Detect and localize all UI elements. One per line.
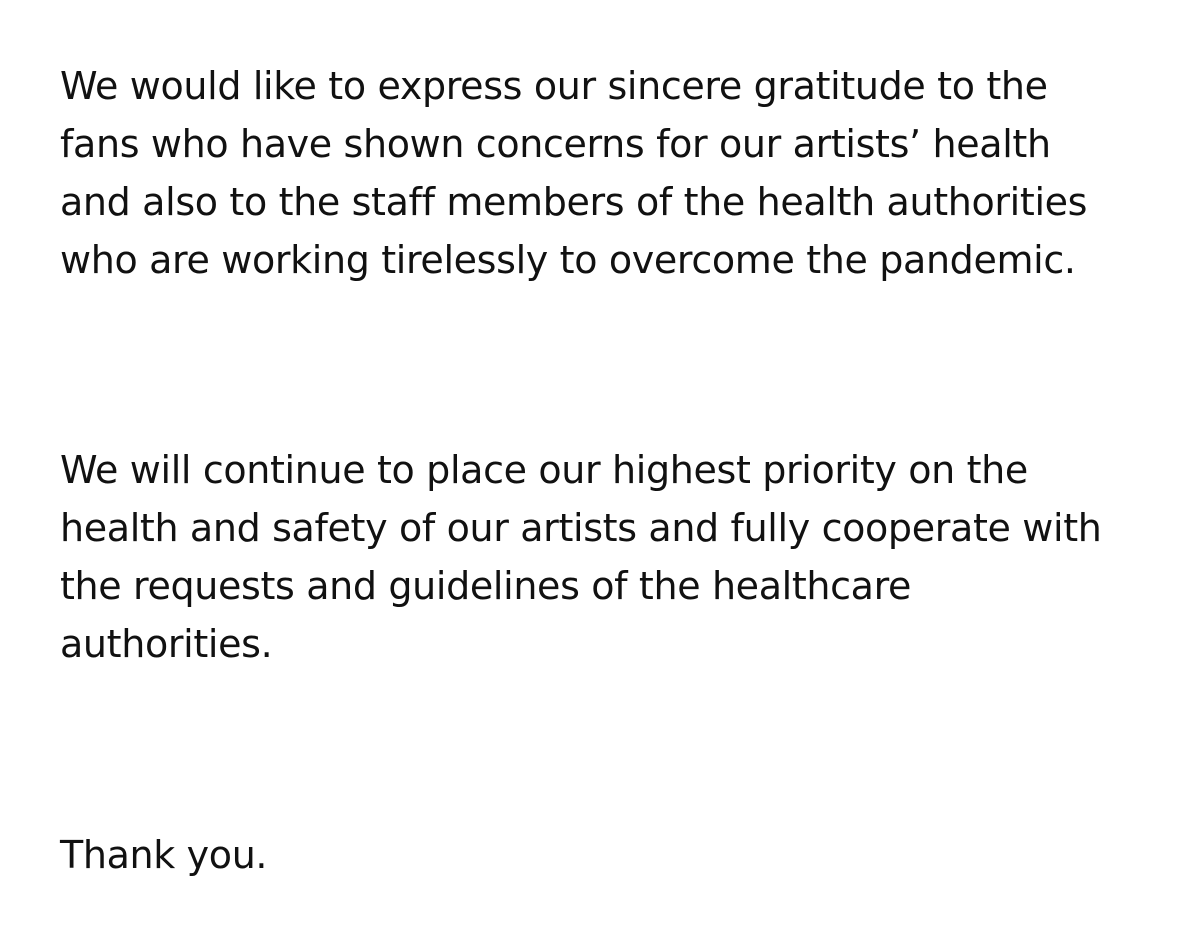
paragraph-line: and also to the staff members of the health authorities xyxy=(60,180,1088,224)
paragraph-line: fans who have shown concerns for our artists’ health xyxy=(60,122,1051,166)
paragraph-line: authorities. xyxy=(60,622,273,666)
paragraph-line: health and safety of our artists and fully cooperate with xyxy=(60,506,1102,550)
paragraph-line: We would like to express our sincere gratitude to the xyxy=(60,64,1048,108)
paragraph-line: We will continue to place our highest priority on the xyxy=(60,448,1028,492)
closing-text: Thank you. xyxy=(60,833,268,877)
paragraph-line: the requests and guidelines of the healthcare xyxy=(60,564,912,608)
paragraph-line: who are working tirelessly to overcome the pandemic. xyxy=(60,238,1076,282)
